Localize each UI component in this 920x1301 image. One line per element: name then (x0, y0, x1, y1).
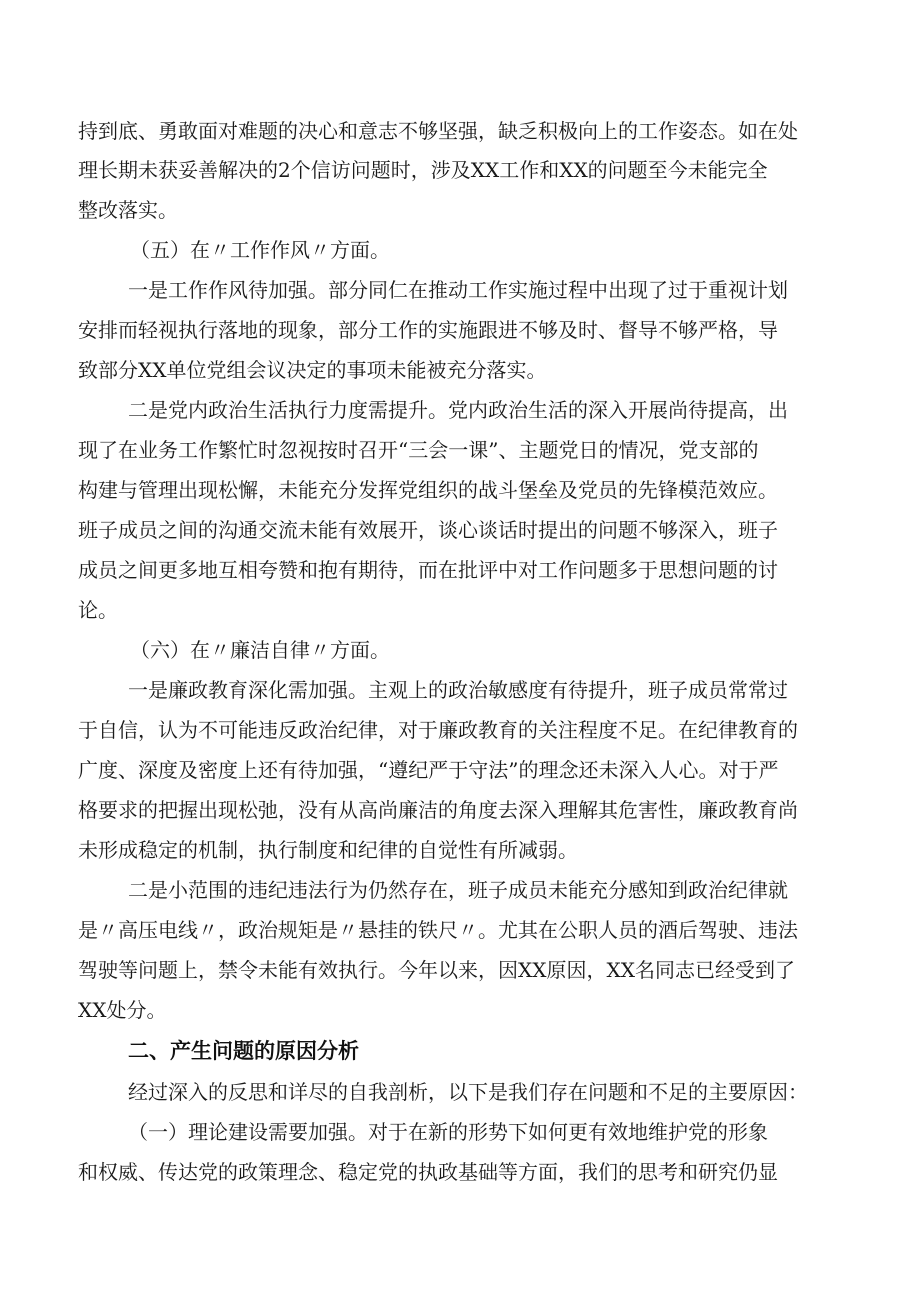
paragraph-line-13: 论。 (78, 598, 118, 622)
paragraph-line-12: 成员之间更多地互相夸赞和抱有期待，而在批评中对工作问题多于思想问题的讨 (78, 558, 778, 582)
section-2-heading: 二、产生问题的原因分析 (128, 1039, 359, 1063)
paragraph-line-25: 经过深入的反思和详尽的自我剖析，以下是我们存在问题和不足的主要原因： (128, 1080, 808, 1104)
paragraph-line-16: 于自信，认为不可能违反政治纪律，对于廉政教育的关注程度不足。在纪律教育的 (78, 718, 798, 742)
paragraph-line-1: 持到底、勇敢面对难题的决心和意志不够坚强，缺乏积极向上的工作姿态。如在处 (78, 119, 798, 143)
paragraph-line-8: 二是党内政治生活执行力度需提升。党内政治生活的深入开展尚待提高，出 (128, 398, 788, 422)
section-6-heading: （六）在〃廉洁自律〃方面。 (130, 638, 390, 662)
paragraph-line-17: 广度、深度及密度上还有待加强，“遵纪严于守法”的理念还未深入人心。对于严 (78, 758, 779, 782)
paragraph-line-21: 是〃高压电线〃，政治规矩是〃悬挂的铁尺〃。尤其在公职人员的酒后驾驶、违法 (78, 918, 798, 942)
paragraph-line-27: 和权威、传达党的政策理念、稳定党的执政基础等方面，我们的思考和研究仍显 (78, 1160, 778, 1184)
section-5-heading: （五）在〃工作作风〃方面。 (130, 238, 390, 262)
paragraph-line-15: 一是廉政教育深化需加强。主观上的政治敏感度有待提升，班子成员常常过 (128, 678, 788, 702)
paragraph-line-23: XX处分。 (78, 998, 167, 1022)
paragraph-line-26: （一）理论建设需要加强。对于在新的形势下如何更有效地维护党的形象 (128, 1120, 768, 1144)
paragraph-line-19: 未形成稳定的机制，执行制度和纪律的自觉性有所减弱。 (78, 838, 578, 862)
paragraph-line-10: 构建与管理出现松懈，未能充分发挥党组织的战斗堡垒及党员的先锋模范效应。 (78, 478, 778, 502)
paragraph-line-6: 安排而轻视执行落地的现象，部分工作的实施跟进不够及时、督导不够严格，导 (78, 318, 778, 342)
paragraph-line-5: 一是工作作风待加强。部分同仁在推动工作实施过程中出现了过于重视计划 (128, 278, 788, 302)
paragraph-line-3: 整改落实。 (78, 198, 178, 222)
paragraph-line-9: 现了在业务工作繁忙时忽视按时召开“三会一课”、主题党日的情况，党支部的 (78, 438, 759, 462)
paragraph-line-11: 班子成员之间的沟通交流未能有效展开，谈心谈话时提出的问题不够深入，班子 (78, 518, 778, 542)
paragraph-line-22: 驾驶等问题上，禁令未能有效执行。今年以来，因XX原因，XX名同志已经受到了 (78, 958, 795, 982)
paragraph-line-2: 理长期未获妥善解决的2个信访问题时，涉及XX工作和XX的问题至今未能完全 (78, 158, 768, 182)
paragraph-line-7: 致部分XX单位党组会议决定的事项未能被充分落实。 (78, 358, 547, 382)
paragraph-line-18: 格要求的把握出现松弛，没有从高尚廉洁的角度去深入理解其危害性，廉政教育尚 (78, 798, 798, 822)
paragraph-line-20: 二是小范围的违纪违法行为仍然存在，班子成员未能充分感知到政治纪律就 (128, 878, 788, 902)
